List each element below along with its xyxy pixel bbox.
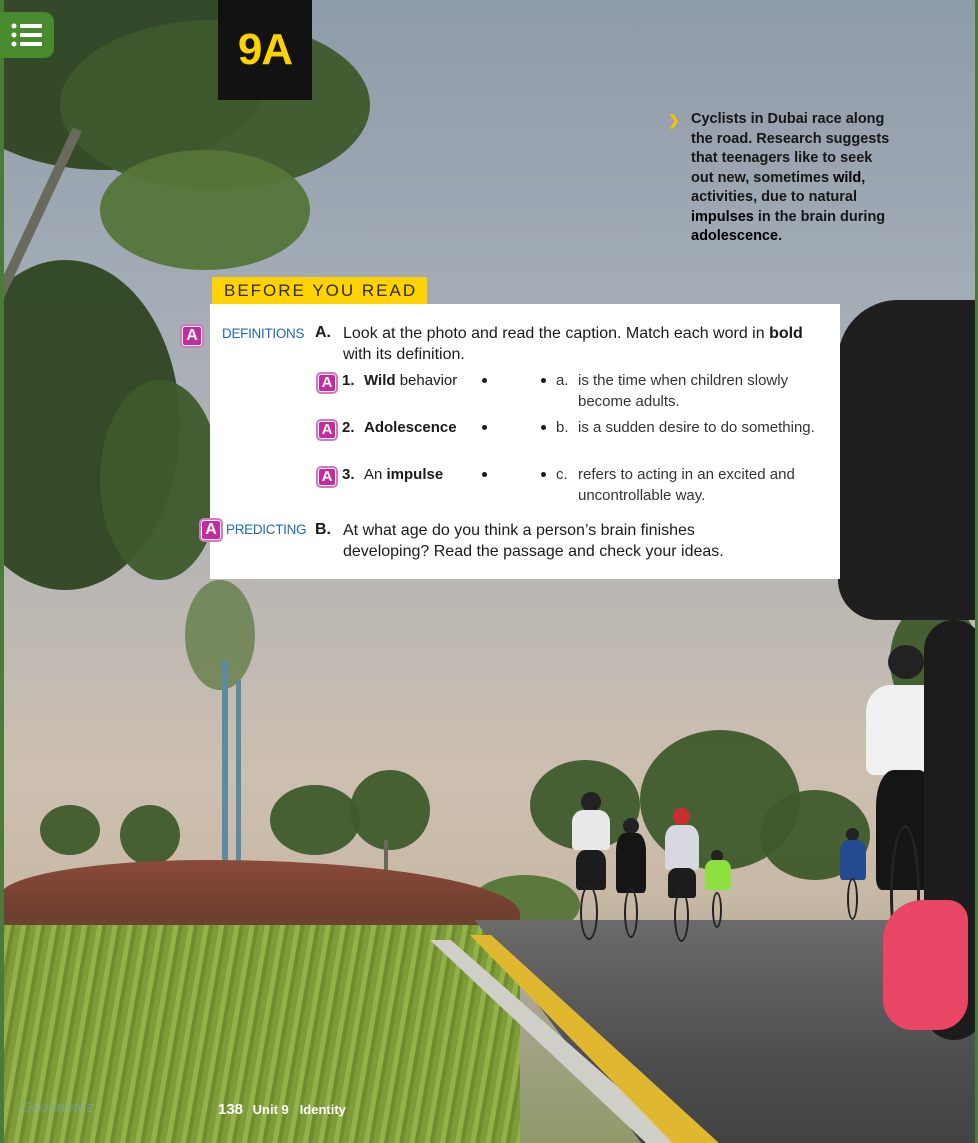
definition-b-text: is a sudden desire to do something. xyxy=(578,419,815,436)
match-dot-right[interactable] xyxy=(541,425,546,430)
cyclist xyxy=(660,808,704,943)
footer-unit: Unit 9 xyxy=(252,1102,289,1117)
definitions-label: DEFINITIONS xyxy=(222,326,305,341)
tree-foliage xyxy=(120,805,180,865)
definition-a-text: is the time when children slowly become adults. xyxy=(578,372,789,410)
before-you-read-text: BEFORE YOU READ xyxy=(224,280,418,300)
item-2-number: 2. xyxy=(342,419,355,436)
caption-bold-impulses: impulses xyxy=(691,208,754,225)
tree-foliage xyxy=(270,785,360,855)
activity-a-icon[interactable] xyxy=(316,419,338,441)
item-1-bold: Wild xyxy=(364,372,396,389)
watermark: Goodnotes xyxy=(20,1099,94,1116)
tree-trunk xyxy=(236,680,241,890)
cyclist xyxy=(612,818,652,943)
item-3-pre: An xyxy=(364,466,387,483)
foreground-cyclist-arm xyxy=(838,300,978,620)
definition-b xyxy=(556,417,818,438)
menu-button[interactable] xyxy=(0,12,54,58)
caption-bold-wild: wild xyxy=(833,169,862,186)
page-frame-left xyxy=(0,0,4,1143)
caption-part: in the brain during xyxy=(753,208,886,225)
item-3-word xyxy=(364,466,443,483)
page-number: 138 xyxy=(218,1101,244,1118)
cyclist xyxy=(703,850,733,930)
match-dot-left[interactable] xyxy=(482,472,487,477)
cyclist xyxy=(566,790,616,950)
match-dot-right[interactable] xyxy=(541,378,546,383)
tree-foliage xyxy=(185,580,255,690)
question-a-text-part: with its definition. xyxy=(343,346,465,363)
activity-a-icon[interactable] xyxy=(199,518,223,542)
page-footer xyxy=(218,1101,346,1118)
definition-b-letter: b. xyxy=(556,419,569,436)
question-b-text: At what age do you think a person’s brain finishes developing? Read the passage and check your ideas. xyxy=(343,522,724,560)
match-dot-right[interactable] xyxy=(541,472,546,477)
definition-a-letter: a. xyxy=(556,372,569,389)
question-b-letter: B. xyxy=(315,521,331,538)
tree-foliage xyxy=(100,380,220,580)
item-3-number: 3. xyxy=(342,466,355,483)
question-a-text xyxy=(343,323,823,365)
unit-badge-label: 9A xyxy=(237,25,293,74)
predicting-label: PREDICTING xyxy=(226,522,307,537)
unit-badge xyxy=(218,0,312,100)
item-1-rest: behavior xyxy=(395,372,458,389)
tree-foliage xyxy=(350,770,430,850)
match-dot-left[interactable] xyxy=(482,378,487,383)
item-1-word xyxy=(364,372,457,389)
definition-a xyxy=(556,370,818,412)
tree-foliage xyxy=(100,150,310,270)
activity-a-icon[interactable] xyxy=(180,324,204,348)
item-3-bold: impulse xyxy=(386,466,444,483)
tree-trunk xyxy=(222,660,228,890)
match-dot-left[interactable] xyxy=(482,425,487,430)
tree-foliage xyxy=(40,805,100,855)
caption-part: , activities, due to natural xyxy=(691,169,866,205)
question-a-bold: bold xyxy=(769,325,803,342)
item-2-word xyxy=(364,419,457,436)
icon-letter: A xyxy=(321,421,333,438)
definition-c xyxy=(556,464,818,506)
caption-bold-adolescence: adolescence xyxy=(691,228,779,244)
definition-c-text: refers to acting in an excited and uncontrollable way. xyxy=(578,466,795,504)
icon-letter: A xyxy=(321,468,333,485)
icon-letter: A xyxy=(205,521,217,538)
caption-arrow-icon: ❯ xyxy=(668,112,680,128)
caption-part: Cyclists in Dubai race along the road. Research suggests that teenagers like to seek out new, sometimes xyxy=(691,111,890,186)
footer-divider xyxy=(292,1102,296,1117)
icon-letter: A xyxy=(186,327,198,344)
activity-a-icon[interactable] xyxy=(316,372,338,394)
definition-c-letter: c. xyxy=(556,466,568,483)
item-1-number: 1. xyxy=(342,372,355,389)
item-2-bold: Adolescence xyxy=(364,419,457,436)
list-menu-icon xyxy=(10,21,44,49)
activity-a-icon[interactable] xyxy=(316,466,338,488)
caption-text xyxy=(691,110,898,247)
footer-title: Identity xyxy=(299,1102,346,1117)
caption-part: . xyxy=(778,228,783,244)
foreground-cyclist-shoe xyxy=(883,900,968,1030)
question-a-letter: A. xyxy=(315,324,331,341)
question-a-text-part: Look at the photo and read the caption. Match each word in xyxy=(343,325,770,342)
before-you-read-label xyxy=(212,277,427,304)
photo-caption xyxy=(668,110,898,247)
icon-letter: A xyxy=(321,374,333,391)
